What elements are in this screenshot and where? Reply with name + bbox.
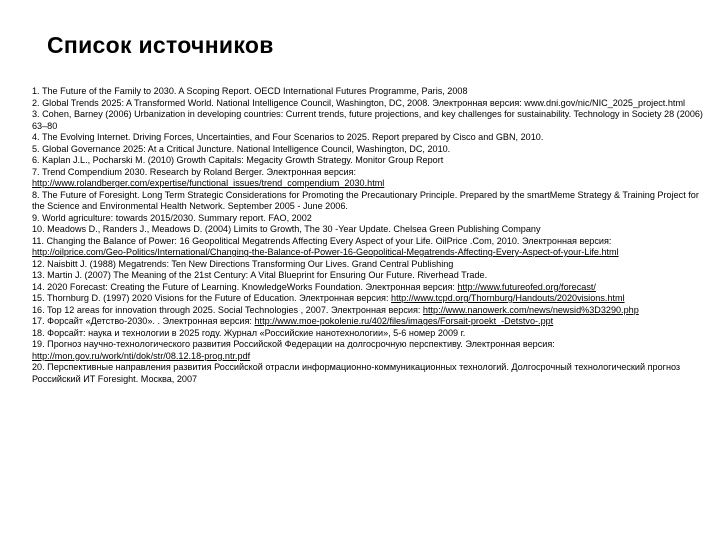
source-link[interactable]: http://mon.gov.ru/work/nti/dok/str/08.12.18-prog.ntr.pdf (32, 350, 251, 361)
source-item (32, 362, 704, 385)
source-item (32, 224, 704, 236)
source-list (32, 86, 704, 385)
source-text: 10. Meadows D., Randers J., Meadows D. (2004) Limits to Growth, The 30 -Year Update. Chelsea Green Publishing Company (32, 224, 541, 234)
source-item (32, 259, 704, 271)
source-text: 4. The Evolving Internet. Driving Forces, Uncertainties, and Four Scenarios to 2025. Report prepared by Cisco and GBN, 2010. (32, 132, 544, 142)
source-item (32, 167, 704, 190)
source-link[interactable]: http://www.moe-pokolenie.ru/402/files/images/Forsait-proekt_-Detstvo-.ppt (254, 316, 554, 326)
source-text: 19. Прогноз научно-технологического развития Российской Федерации на долгосрочную перспективу. Электронная версия: (32, 339, 555, 349)
source-item (32, 236, 704, 259)
source-item (32, 339, 704, 362)
source-item (32, 213, 704, 225)
page-title: Список источников (47, 32, 274, 58)
source-text: 17. Форсайт «Детство-2030». . Электронная версия: (32, 316, 255, 326)
source-item (32, 190, 704, 213)
source-item (32, 109, 704, 132)
source-item (32, 293, 704, 305)
source-item (32, 132, 704, 144)
source-text: 6. Kaplan J.L., Pocharski M. (2010) Growth Capitals: Megacity Growth Strategy. Monitor Group Report (32, 155, 444, 165)
source-item (32, 98, 704, 110)
source-item (32, 155, 704, 167)
source-link[interactable]: http://www.tcpd.org/Thornburg/Handouts/2020visions.html (391, 293, 625, 303)
source-text: 8. The Future of Foresight. Long Term Strategic Considerations for Promoting the Precautionary Principle. Prepared by the smartMeme Strategy & Training Project for the Science and Environmental Health Network. September 2005 - June 2006. (32, 189, 699, 211)
source-text: 14. 2020 Forecast: Creating the Future of Learning. KnowledgeWorks Foundation. Электронная версия: (32, 281, 458, 292)
source-text: 9. World agriculture: towards 2015/2030. Summary report. FAO, 2002 (32, 212, 312, 223)
source-text: 12. Naisbitt J. (1988) Megatrends: Ten New Directions Transforming Our Lives. Grand Central Publishing (32, 258, 454, 269)
source-text: 20. Перспективные направления развития Российской отрасли информационно-коммуникационных технологий. Долгосрочный технологический прогноз Российский ИТ Foresight. Москва, 2007 (32, 362, 681, 384)
source-text: 18. Форсайт: наука и технологии в 2025 году. Журнал «Российские нанотехнологии», 5-6 номер 2009 г. (32, 327, 466, 338)
source-item (32, 270, 704, 282)
source-text: 16. Top 12 areas for innovation through 2025. Social Technologies , 2007. Электронная версия: (32, 304, 423, 315)
source-text: 13. Martin J. (2007) The Meaning of the 21st Century: A Vital Blueprint for Ensuring Our Future. Riverhead Trade. (32, 270, 488, 280)
source-text: 7. Trend Compendium 2030. Research by Roland Berger. Электронная версия: (32, 166, 356, 177)
source-text: 15. Thornburg D. (1997) 2020 Visions for the Future of Education. Электронная версия: (32, 293, 392, 303)
source-link[interactable]: http://www.nanowerk.com/news/newsid%3D3290.php (422, 304, 639, 315)
source-text: 5. Global Governance 2025: At a Critical Juncture. National Intelligence Council, Washington, DC, 2010. (32, 143, 451, 154)
source-item (32, 305, 704, 317)
source-item (32, 86, 704, 98)
source-text: 1. The Future of the Family to 2030. A Scoping Report. OECD International Futures Programme, Paris, 2008 (32, 86, 468, 96)
source-item (32, 316, 704, 328)
source-text: 3. Cohen, Barney (2006) Urbanization in developing countries: Current trends, future projections, and key challenges for sustainability. Technology in Society 28 (2006) 63–80 (32, 109, 703, 131)
source-link[interactable]: http://www.futureofed.org/forecast/ (457, 281, 596, 292)
source-text: 2. Global Trends 2025: A Transformed World. National Intelligence Council, Washington, DC, 2008. Электронная версия: www.dni.gov/nic/NIC_2025_project.html (32, 97, 686, 108)
source-item (32, 144, 704, 156)
source-text: 11. Changing the Balance of Power: 16 Geopolitical Megatrends Affecting Every Aspect of your Life. OilPrice .Com, 2010. Электронная версия: (32, 235, 612, 246)
source-item (32, 282, 704, 294)
source-link[interactable]: http://www.rolandberger.com/expertise/functional_issues/trend_compendium_2030.html (32, 178, 385, 188)
source-link[interactable]: http://oilprice.com/Geo-Politics/International/Changing-the-Balance-of-Power-16-Geopolitical-Megatrends-Affecting-Every-Aspect-of-your-Life.html (32, 247, 619, 257)
source-item (32, 328, 704, 340)
